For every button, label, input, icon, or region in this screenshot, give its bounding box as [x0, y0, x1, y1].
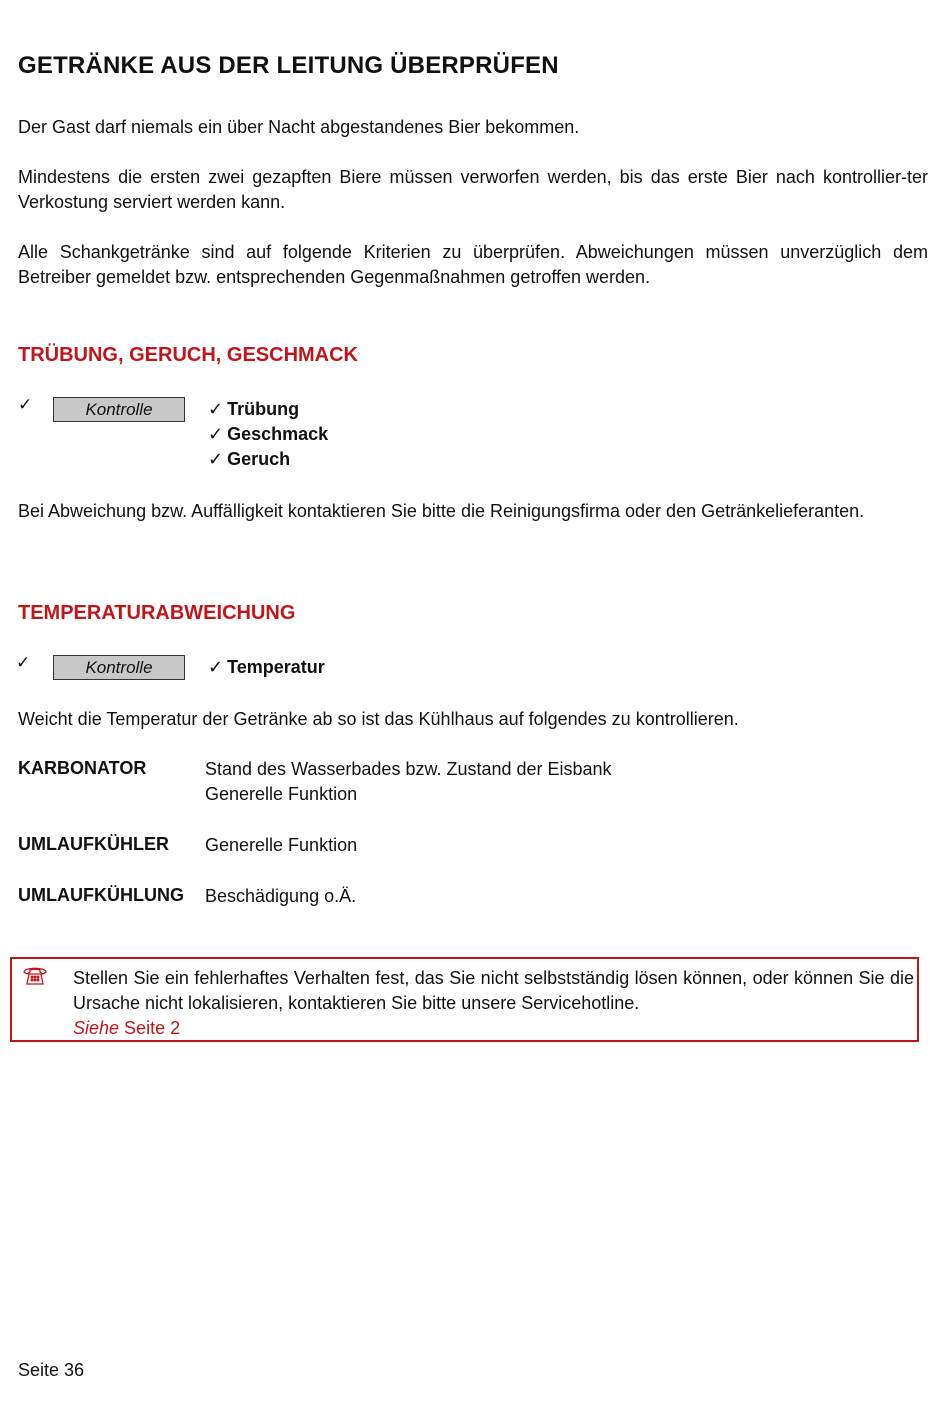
section2-note: Weicht die Temperatur der Getränke ab so ist das Kühlhaus auf folgendes zu kontrollieren.: [18, 709, 739, 729]
check-list: [208, 397, 328, 472]
row-value-karbonator: [205, 757, 612, 807]
telephone-icon: [22, 963, 48, 992]
notice-link-italic: Siehe: [73, 1018, 120, 1038]
check-item-label: Temperatur: [227, 657, 325, 677]
page-number: Seite 36: [18, 1360, 85, 1380]
check-item-label: Geruch: [227, 449, 291, 469]
check-icon: ✓: [16, 653, 31, 672]
check-icon: ✓: [208, 424, 224, 444]
check-icon: ✓: [208, 449, 224, 469]
check-item: [208, 397, 328, 422]
intro-paragraph-3: Alle Schankgetränke sind auf folgende Kriterien zu überprüfen. Abweichungen müssen unverzüglich dem Betreiber gemeldet bzw. entsprechenden Gegenmaßnahmen getroffen werden.: [18, 242, 928, 287]
check-list: [208, 655, 325, 680]
row-label-umlaufkuehler: UMLAUFKÜHLER: [18, 834, 169, 854]
section-heading-temperatur: TEMPERATURABWEICHUNG: [18, 602, 296, 624]
row-label-umlaufkuehlung: UMLAUFKÜHLUNG: [18, 885, 184, 905]
check-item: [208, 447, 328, 472]
check-item: [208, 422, 328, 447]
row-value-umlaufkuehlung: Beschädigung o.Ä.: [205, 886, 357, 906]
notice-link-text: Seite 2: [119, 1018, 181, 1038]
service-notice-box: [10, 957, 919, 1042]
row-value-line: Generelle Funktion: [205, 784, 358, 804]
check-item: [208, 655, 325, 680]
check-item-label: Trübung: [227, 399, 300, 419]
check-icon: ✓: [208, 399, 224, 419]
row-label-karbonator: KARBONATOR: [18, 758, 147, 778]
section1-note: Bei Abweichung bzw. Auffälligkeit kontaktieren Sie bitte die Reinigungsfirma oder den Getränkelieferanten.: [18, 501, 865, 521]
page-title: GETRÄNKE AUS DER LEITUNG ÜBERPRÜFEN: [18, 52, 559, 79]
check-icon: ✓: [18, 395, 33, 414]
notice-text: Stellen Sie ein fehlerhaftes Verhalten fest, das Sie nicht selbstständig lösen können, oder können Sie die Ursache nicht lokalisieren, kontaktieren Sie bitte unsere Servicehotline.: [73, 968, 914, 1013]
row-value-umlaufkuehler: Generelle Funktion: [205, 835, 358, 855]
notice-link[interactable]: [73, 1016, 914, 1041]
intro-paragraph-1: Der Gast darf niemals ein über Nacht abgestandenes Bier bekommen.: [18, 117, 580, 137]
row-value-line: Stand des Wasserbades bzw. Zustand der Eisbank: [205, 759, 612, 779]
notice-text-block: [73, 966, 914, 1041]
kontrolle-button[interactable]: Kontrolle: [53, 655, 185, 680]
intro-paragraph-2: Mindestens die ersten zwei gezapften Biere müssen verworfen werden, bis das erste Bier nach kontrollier-ter Verkostung serviert werden kann.: [18, 167, 928, 212]
check-icon: ✓: [208, 657, 224, 677]
check-item-label: Geschmack: [227, 424, 329, 444]
kontrolle-button[interactable]: Kontrolle: [53, 397, 185, 422]
section-heading-truebung: TRÜBUNG, GERUCH, GESCHMACK: [18, 344, 358, 366]
